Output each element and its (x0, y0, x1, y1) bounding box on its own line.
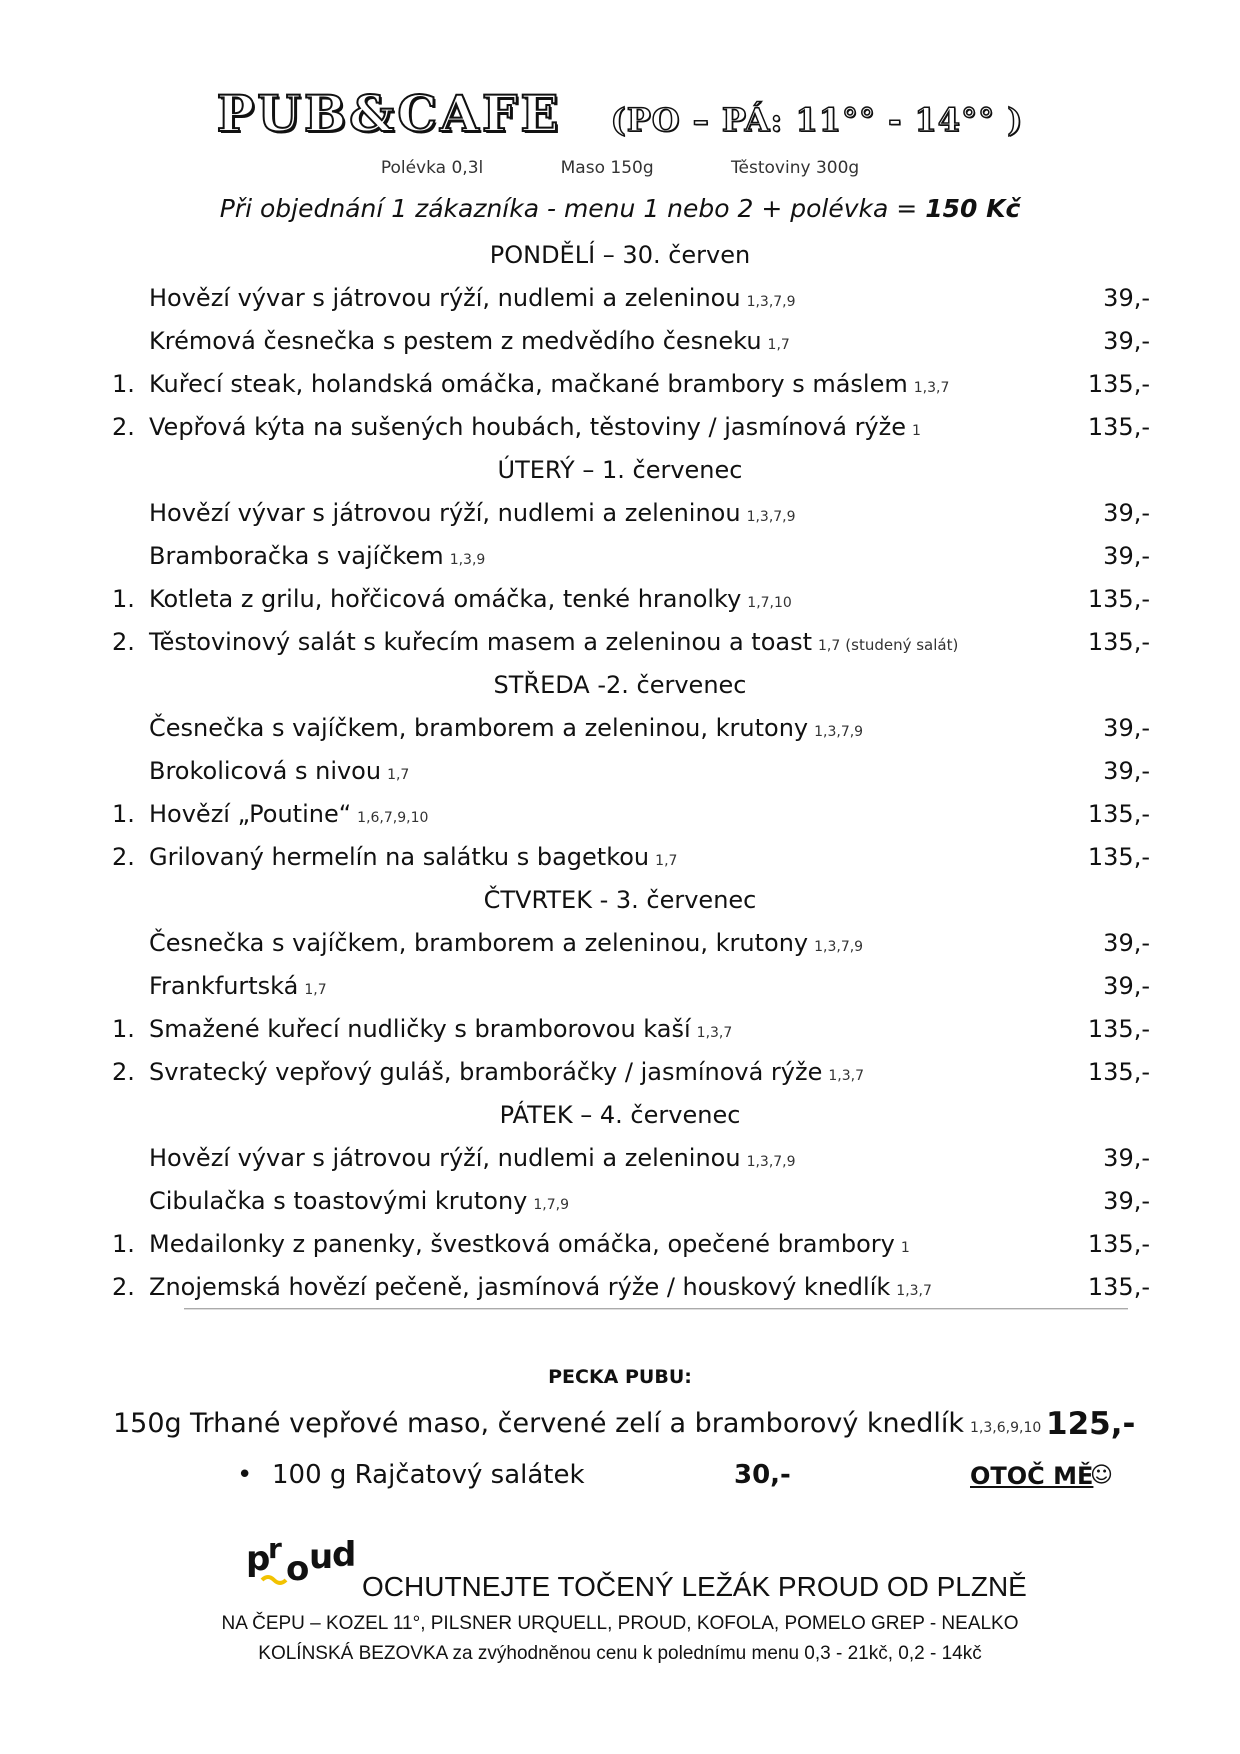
menu-item-price: 135,- (1087, 585, 1150, 613)
daily-menu (0, 234, 1240, 1309)
side-dish-price: 30,- (734, 1460, 791, 1490)
menu-item-name: Smažené kuřecí nudličky s bramborovou kaší (149, 1015, 691, 1043)
menu-item-price: 39,- (1103, 284, 1150, 312)
menu-item-dish (149, 836, 677, 883)
menu-item-number: 1. (112, 585, 135, 613)
day-heading: PONDĚLÍ – 30. červen (489, 241, 751, 269)
menu-item-allergens: 1,3,7,9 (746, 1154, 796, 1170)
menu-item-row (0, 277, 1240, 320)
on-tap-list: NA ČEPU – KOZEL 11°, PILSNER URQUELL, PROUD, KOFOLA, POMELO GREP - NEALKO (221, 1613, 1019, 1634)
menu-item-name: Cibulačka s toastovými krutony (149, 1187, 528, 1215)
menu-item-row (0, 1051, 1240, 1094)
menu-item-dish (149, 1008, 732, 1055)
portion-meat: Maso 150g (560, 158, 654, 178)
menu-item-dish (149, 1051, 864, 1098)
menu-item-row (0, 1008, 1240, 1051)
menu-item-allergens: 1,7 (767, 337, 790, 353)
menu-item-note: (studený salát) (845, 636, 959, 654)
menu-item-dish (149, 1223, 910, 1270)
menu-item-row (0, 492, 1240, 535)
menu-item-row (0, 793, 1240, 836)
menu-item-row (0, 578, 1240, 621)
menu-item-allergens: 1,3,7,9 (814, 724, 864, 740)
pecka-price: 125,- (1046, 1406, 1136, 1442)
title-row (0, 84, 1240, 143)
menu-item-name: Kuřecí steak, holandská omáčka, mačkané brambory s máslem (149, 370, 908, 398)
menu-item-price: 39,- (1103, 542, 1150, 570)
menu-item-allergens: 1,3,7 (913, 380, 950, 396)
menu-item-price: 135,- (1087, 370, 1150, 398)
menu-item-price: 39,- (1103, 1144, 1150, 1172)
menu-item-price: 135,- (1087, 1230, 1150, 1258)
day-heading: STŘEDA -2. červenec (493, 671, 747, 699)
svg-text:u: u (309, 1537, 334, 1577)
menu-item-row (0, 535, 1240, 578)
day-heading: PÁTEK – 4. červenec (499, 1101, 741, 1129)
menu-item-allergens: 1,3,7,9 (814, 939, 864, 955)
pecka-dish (190, 1408, 1041, 1439)
menu-item-allergens: 1 (912, 423, 921, 439)
opening-hours: (PO – PÁ: 11°° - 14°° ) (610, 101, 1024, 139)
menu-item-dish (149, 406, 921, 453)
menu-item-name: Těstovinový salát s kuřecím masem a zeleninou a toast (149, 628, 813, 656)
svg-text:p: p (246, 1539, 271, 1579)
menu-item-number: 2. (112, 628, 135, 656)
menu-item-allergens: 1,7 (387, 767, 410, 783)
combo-price: 150 Kč (925, 194, 1021, 223)
menu-item-price: 135,- (1087, 800, 1150, 828)
portion-pasta: Těstoviny 300g (731, 158, 860, 178)
menu-item-price: 39,- (1103, 714, 1150, 742)
menu-item-name: Hovězí vývar s játrovou rýží, nudlemi a zeleninou (149, 284, 741, 312)
menu-item-row (0, 1223, 1240, 1266)
menu-item-name: Česnečka s vajíčkem, bramborem a zeleninou, krutony (149, 929, 809, 957)
menu-item-allergens: 1,3,7,9 (746, 509, 796, 525)
menu-item-dish (149, 363, 949, 410)
menu-item-allergens: 1,3,7 (828, 1068, 864, 1084)
bezovka-offer: KOLÍNSKÁ BEZOVKA za zvýhodněnou cenu k polednímu menu 0,3 - 21kč, 0,2 - 14kč (258, 1643, 982, 1664)
menu-item-row (0, 836, 1240, 879)
menu-item-dish (149, 578, 792, 625)
portion-soup: Polévka 0,3l (380, 158, 484, 178)
menu-item-dish (149, 621, 958, 668)
menu-item-row (0, 922, 1240, 965)
pecka-weight: 150g (113, 1408, 182, 1439)
menu-item-name: Česnečka s vajíčkem, bramborem a zeleninou, krutony (149, 714, 809, 742)
menu-item-price: 135,- (1087, 413, 1150, 441)
bullet: • (237, 1460, 253, 1490)
separator-line (184, 1308, 1128, 1310)
menu-item-allergens: 1 (900, 1240, 910, 1256)
combo-text: Při objednání 1 zákazníka - menu 1 nebo 2 + polévka = (219, 194, 926, 223)
menu-item-name: Bramboračka s vajíčkem (149, 542, 444, 570)
menu-item-row (0, 320, 1240, 363)
menu-item-number: 1. (112, 800, 135, 828)
menu-item-price: 39,- (1103, 972, 1150, 1000)
menu-item-row (0, 750, 1240, 793)
menu-item-name: Frankfurtská (149, 972, 299, 1000)
menu-item-row (0, 1266, 1240, 1309)
menu-item-price: 135,- (1087, 1273, 1150, 1301)
menu-item-dish (149, 965, 327, 1012)
menu-item-allergens: 1,3,7,9 (746, 294, 796, 310)
menu-item-row (0, 406, 1240, 449)
menu-item-row (0, 1137, 1240, 1180)
menu-item-dish (149, 707, 863, 754)
menu-item-row (0, 621, 1240, 664)
menu-item-name: Vepřová kýta na sušených houbách, těstoviny / jasmínová rýže (149, 413, 906, 441)
menu-item-allergens: 1,3,9 (449, 552, 486, 568)
menu-item-allergens: 1,3,7 (696, 1025, 733, 1041)
menu-item-row (0, 707, 1240, 750)
menu-item-name: Znojemská hovězí pečeně, jasmínová rýže / houskový knedlík (149, 1273, 891, 1301)
menu-item-allergens: 1,7 (818, 638, 841, 654)
menu-item-dish (149, 277, 796, 324)
menu-item-name: Hovězí vývar s játrovou rýží, nudlemi a zeleninou (149, 499, 741, 527)
svg-text:r: r (268, 1534, 282, 1565)
menu-item-name: Hovězí vývar s játrovou rýží, nudlemi a zeleninou (149, 1144, 741, 1172)
pecka-heading: PECKA PUBU: (548, 1366, 692, 1388)
menu-item-dish (149, 793, 428, 840)
menu-item-price: 135,- (1087, 843, 1150, 871)
day-heading: ÚTERÝ – 1. červenec (497, 456, 743, 484)
menu-item-price: 39,- (1103, 327, 1150, 355)
day-heading: ČTVRTEK - 3. červenec (483, 886, 757, 914)
menu-item-number: 2. (112, 413, 135, 441)
menu-item-name: Hovězí „Poutine“ (149, 800, 352, 828)
smiley-icon: ☺ (1090, 1463, 1113, 1488)
menu-item-dish (149, 1180, 569, 1227)
menu-item-row (0, 1180, 1240, 1223)
menu-item-number: 2. (112, 1058, 135, 1086)
menu-item-row (0, 363, 1240, 406)
side-dish-name: 100 g Rajčatový salátek (272, 1460, 585, 1490)
pecka-dish-name: Trhané vepřové maso, červené zelí a bramborový knedlík (190, 1408, 965, 1439)
menu-item-price: 39,- (1103, 499, 1150, 527)
menu-item-dish (149, 535, 485, 582)
portion-sizes (0, 158, 1240, 178)
menu-item-allergens: 1,7,9 (533, 1197, 569, 1213)
menu-item-number: 1. (112, 1230, 135, 1258)
menu-item-price: 39,- (1103, 929, 1150, 957)
menu-item-price: 135,- (1087, 1015, 1150, 1043)
menu-item-allergens: 1,7 (655, 853, 678, 869)
menu-item-number: 1. (112, 370, 135, 398)
pecka-dish-row (0, 1408, 1240, 1448)
menu-item-dish (149, 492, 796, 539)
combo-offer (0, 194, 1240, 223)
menu-item-dish (149, 1137, 796, 1184)
menu-item-name: Svratecký vepřový guláš, bramboráčky / jasmínová rýže (149, 1058, 823, 1086)
beer-promo-title: OCHUTNEJTE TOČENÝ LEŽÁK PROUD OD PLZNĚ (362, 1571, 1027, 1602)
menu-item-price: 135,- (1087, 1058, 1150, 1086)
menu-item-number: 1. (112, 1015, 135, 1043)
menu-item-allergens: 1,6,7,9,10 (357, 810, 429, 826)
menu-item-price: 135,- (1087, 628, 1150, 656)
menu-item-name: Brokolicová s nivou (149, 757, 382, 785)
svg-text:d: d (332, 1535, 356, 1575)
menu-item-name: Grilovaný hermelín na salátku s bagetkou (149, 843, 650, 871)
menu-item-allergens: 1,7,10 (747, 595, 792, 611)
menu-item-number: 2. (112, 1273, 135, 1301)
menu-item-dish (149, 1266, 932, 1313)
svg-text:o: o (286, 1549, 310, 1589)
page-title: PUB&CAFE (216, 84, 562, 143)
menu-item-name: Kotleta z grilu, hořčicová omáčka, tenké hranolky (149, 585, 742, 613)
proud-logo (246, 1534, 356, 1594)
menu-item-number: 2. (112, 843, 135, 871)
menu-item-price: 39,- (1103, 757, 1150, 785)
menu-item-dish (149, 750, 409, 797)
menu-item-allergens: 1,7 (304, 982, 327, 998)
menu-item-name: Medailonky z panenky, švestková omáčka, opečené brambory (149, 1230, 895, 1258)
menu-item-dish (149, 320, 790, 367)
turn-over-link[interactable]: OTOČ MĚ (970, 1462, 1094, 1490)
menu-item-row (0, 965, 1240, 1008)
side-dish-row (0, 1460, 1240, 1500)
menu-item-price: 39,- (1103, 1187, 1150, 1215)
menu-item-allergens: 1,3,7 (896, 1283, 932, 1299)
menu-item-dish (149, 922, 863, 969)
pecka-allergens: 1,3,6,9,10 (970, 1420, 1042, 1436)
menu-item-name: Krémová česnečka s pestem z medvědího česneku (149, 327, 762, 355)
